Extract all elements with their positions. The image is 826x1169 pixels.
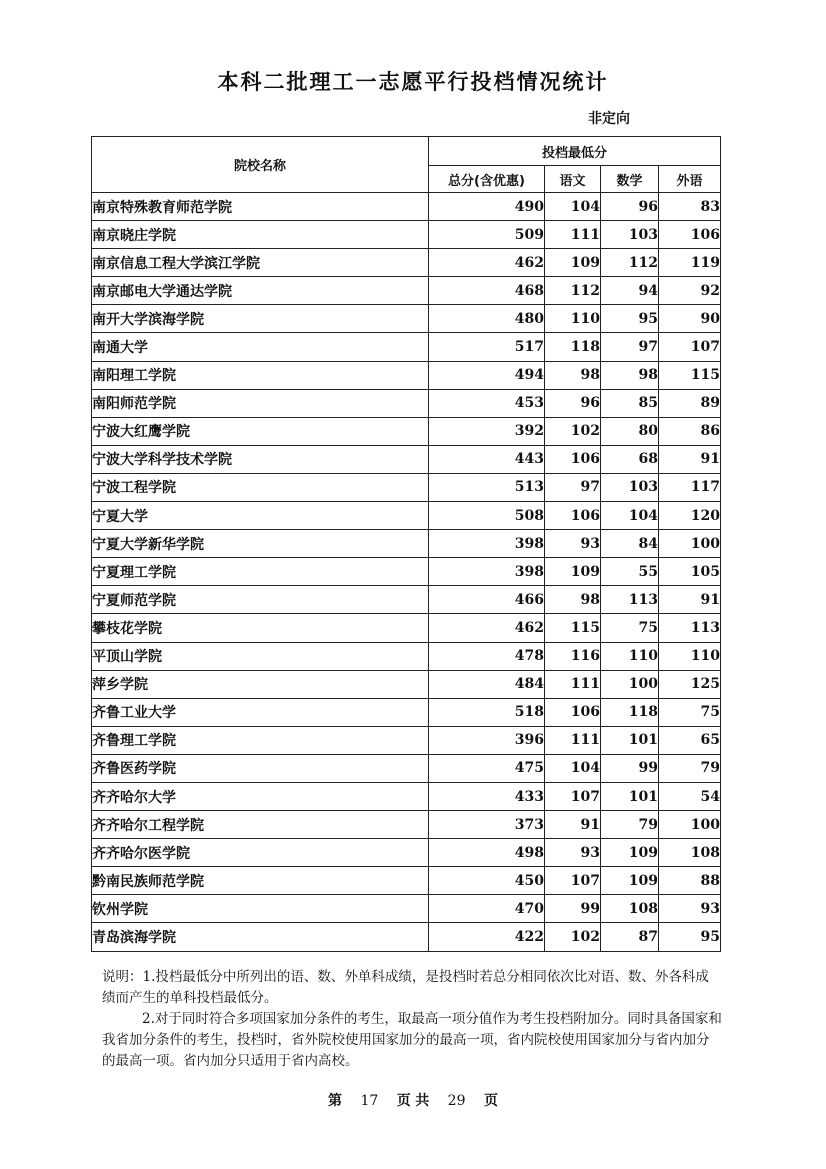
- foreign-score-cell: 125: [659, 670, 721, 698]
- school-name-cell: 齐鲁理工学院: [92, 726, 429, 754]
- foreign-score-cell: 88: [659, 867, 721, 895]
- chinese-score-cell: 104: [545, 193, 601, 221]
- chinese-score-cell: 118: [545, 333, 601, 361]
- total-score-cell: 392: [429, 417, 545, 445]
- chinese-score-cell: 102: [545, 417, 601, 445]
- school-name-cell: 攀枝花学院: [92, 614, 429, 642]
- total-score-cell: 470: [429, 895, 545, 923]
- chinese-score-cell: 111: [545, 726, 601, 754]
- table-row: [92, 698, 721, 726]
- school-name-cell: 平顶山学院: [92, 642, 429, 670]
- table-row: [92, 530, 721, 558]
- total-score-cell: 490: [429, 193, 545, 221]
- school-name-cell: 宁夏理工学院: [92, 558, 429, 586]
- school-name-cell: 南阳理工学院: [92, 361, 429, 389]
- table-row: [92, 333, 721, 361]
- foreign-score-cell: 79: [659, 754, 721, 782]
- table-row: [92, 923, 721, 951]
- chinese-score-cell: 104: [545, 754, 601, 782]
- school-name-cell: 南京信息工程大学滨江学院: [92, 249, 429, 277]
- math-score-cell: 96: [601, 193, 659, 221]
- total-score-cell: 453: [429, 389, 545, 417]
- chinese-score-cell: 111: [545, 221, 601, 249]
- total-score-cell: 462: [429, 614, 545, 642]
- foreign-score-cell: 90: [659, 305, 721, 333]
- table-row: [92, 502, 721, 530]
- chinese-score-cell: 109: [545, 558, 601, 586]
- school-name-cell: 青岛滨海学院: [92, 923, 429, 951]
- math-score-cell: 84: [601, 530, 659, 558]
- math-score-cell: 68: [601, 445, 659, 473]
- header-min-score-group: 投档最低分: [429, 137, 721, 166]
- total-score-cell: 517: [429, 333, 545, 361]
- chinese-score-cell: 102: [545, 923, 601, 951]
- foreign-score-cell: 89: [659, 389, 721, 417]
- footer-ye: 页: [396, 1093, 411, 1109]
- math-score-cell: 108: [601, 895, 659, 923]
- chinese-score-cell: 99: [545, 895, 601, 923]
- table-body: [92, 193, 721, 952]
- school-name-cell: 南京特殊教育师范学院: [92, 193, 429, 221]
- table-row: [92, 277, 721, 305]
- total-score-cell: 462: [429, 249, 545, 277]
- total-score-cell: 513: [429, 473, 545, 501]
- table-row: [92, 895, 721, 923]
- total-score-cell: 422: [429, 923, 545, 951]
- school-name-cell: 宁波大学科学技术学院: [92, 445, 429, 473]
- table-row: [92, 670, 721, 698]
- math-score-cell: 104: [601, 502, 659, 530]
- foreign-score-cell: 107: [659, 333, 721, 361]
- table-row: [92, 445, 721, 473]
- chinese-score-cell: 96: [545, 389, 601, 417]
- foreign-score-cell: 100: [659, 811, 721, 839]
- chinese-score-cell: 91: [545, 811, 601, 839]
- table-row: [92, 193, 721, 221]
- total-score-cell: 498: [429, 839, 545, 867]
- foreign-score-cell: 93: [659, 895, 721, 923]
- math-score-cell: 87: [601, 923, 659, 951]
- header-school-name: 院校名称: [92, 137, 429, 193]
- foreign-score-cell: 83: [659, 193, 721, 221]
- math-score-cell: 80: [601, 417, 659, 445]
- chinese-score-cell: 112: [545, 277, 601, 305]
- table-row: [92, 782, 721, 810]
- foreign-score-cell: 92: [659, 277, 721, 305]
- math-score-cell: 85: [601, 389, 659, 417]
- table-row: [92, 811, 721, 839]
- note-2: 2.对于同时符合多项国家加分条件的考生，取最高一项分值作为考生投档附加分。同时具备国家和我省加分条件的考生，投档时，省外院校使用国家加分的最高一项，省内院校使用国家加分与省内加分的最高一项。省内加分只适用于省内高校。: [102, 1011, 722, 1069]
- table-row: [92, 305, 721, 333]
- chinese-score-cell: 106: [545, 445, 601, 473]
- table-row: [92, 221, 721, 249]
- chinese-score-cell: 106: [545, 698, 601, 726]
- math-score-cell: 101: [601, 782, 659, 810]
- foreign-score-cell: 110: [659, 642, 721, 670]
- school-name-cell: 宁波大红鹰学院: [92, 417, 429, 445]
- total-score-cell: 450: [429, 867, 545, 895]
- foreign-score-cell: 120: [659, 502, 721, 530]
- chinese-score-cell: 98: [545, 361, 601, 389]
- school-name-cell: 南京邮电大学通达学院: [92, 277, 429, 305]
- total-score-cell: 466: [429, 586, 545, 614]
- math-score-cell: 100: [601, 670, 659, 698]
- chinese-score-cell: 110: [545, 305, 601, 333]
- chinese-score-cell: 107: [545, 867, 601, 895]
- table-row: [92, 642, 721, 670]
- math-score-cell: 98: [601, 361, 659, 389]
- math-score-cell: 97: [601, 333, 659, 361]
- school-name-cell: 齐齐哈尔大学: [92, 782, 429, 810]
- total-score-cell: 433: [429, 782, 545, 810]
- table-row: [92, 417, 721, 445]
- school-name-cell: 南阳师范学院: [92, 389, 429, 417]
- school-name-cell: 宁波工程学院: [92, 473, 429, 501]
- table-row: [92, 754, 721, 782]
- header-total: 总分(含优惠): [429, 166, 545, 193]
- notes-section: [102, 967, 722, 1072]
- total-score-cell: 509: [429, 221, 545, 249]
- math-score-cell: 109: [601, 839, 659, 867]
- foreign-score-cell: 65: [659, 726, 721, 754]
- school-name-cell: 黔南民族师范学院: [92, 867, 429, 895]
- page-footer: [0, 1090, 826, 1110]
- note-1: 说明：1.投档最低分中所列出的语、数、外单科成绩，是投档时若总分相同依次比对语、数、外各科成绩而产生的单科投档最低分。: [102, 969, 709, 1006]
- foreign-score-cell: 95: [659, 923, 721, 951]
- header-math: 数学: [601, 166, 659, 193]
- table-row: [92, 839, 721, 867]
- foreign-score-cell: 108: [659, 839, 721, 867]
- total-score-cell: 478: [429, 642, 545, 670]
- total-score-cell: 508: [429, 502, 545, 530]
- foreign-score-cell: 105: [659, 558, 721, 586]
- admission-score-table: [91, 136, 721, 952]
- school-name-cell: 南通大学: [92, 333, 429, 361]
- foreign-score-cell: 100: [659, 530, 721, 558]
- header-foreign: 外语: [659, 166, 721, 193]
- header-chinese: 语文: [545, 166, 601, 193]
- table-row: [92, 614, 721, 642]
- foreign-score-cell: 106: [659, 221, 721, 249]
- math-score-cell: 113: [601, 586, 659, 614]
- foreign-score-cell: 91: [659, 586, 721, 614]
- chinese-score-cell: 107: [545, 782, 601, 810]
- table-row: [92, 558, 721, 586]
- total-score-cell: 396: [429, 726, 545, 754]
- total-score-cell: 443: [429, 445, 545, 473]
- chinese-score-cell: 98: [545, 586, 601, 614]
- school-name-cell: 钦州学院: [92, 895, 429, 923]
- chinese-score-cell: 93: [545, 530, 601, 558]
- total-score-cell: 373: [429, 811, 545, 839]
- foreign-score-cell: 75: [659, 698, 721, 726]
- foreign-score-cell: 117: [659, 473, 721, 501]
- math-score-cell: 79: [601, 811, 659, 839]
- math-score-cell: 103: [601, 221, 659, 249]
- total-score-cell: 468: [429, 277, 545, 305]
- school-name-cell: 宁夏大学: [92, 502, 429, 530]
- foreign-score-cell: 113: [659, 614, 721, 642]
- math-score-cell: 110: [601, 642, 659, 670]
- total-score-cell: 398: [429, 558, 545, 586]
- chinese-score-cell: 109: [545, 249, 601, 277]
- table-row: [92, 361, 721, 389]
- math-score-cell: 101: [601, 726, 659, 754]
- chinese-score-cell: 93: [545, 839, 601, 867]
- school-name-cell: 南开大学滨海学院: [92, 305, 429, 333]
- table-row: [92, 867, 721, 895]
- foreign-score-cell: 86: [659, 417, 721, 445]
- total-score-cell: 480: [429, 305, 545, 333]
- total-score-cell: 398: [429, 530, 545, 558]
- total-score-cell: 484: [429, 670, 545, 698]
- math-score-cell: 103: [601, 473, 659, 501]
- chinese-score-cell: 97: [545, 473, 601, 501]
- foreign-score-cell: 91: [659, 445, 721, 473]
- chinese-score-cell: 116: [545, 642, 601, 670]
- school-name-cell: 齐齐哈尔工程学院: [92, 811, 429, 839]
- math-score-cell: 112: [601, 249, 659, 277]
- subtitle-label: 非定向: [588, 111, 630, 127]
- school-name-cell: 齐鲁医药学院: [92, 754, 429, 782]
- total-score-cell: 475: [429, 754, 545, 782]
- chinese-score-cell: 106: [545, 502, 601, 530]
- table-row: [92, 586, 721, 614]
- math-score-cell: 94: [601, 277, 659, 305]
- school-name-cell: 宁夏大学新华学院: [92, 530, 429, 558]
- table-row: [92, 473, 721, 501]
- math-score-cell: 75: [601, 614, 659, 642]
- math-score-cell: 118: [601, 698, 659, 726]
- math-score-cell: 109: [601, 867, 659, 895]
- table-row: [92, 726, 721, 754]
- footer-ye2: 页: [483, 1093, 498, 1109]
- foreign-score-cell: 115: [659, 361, 721, 389]
- math-score-cell: 55: [601, 558, 659, 586]
- table-row: [92, 389, 721, 417]
- school-name-cell: 齐鲁工业大学: [92, 698, 429, 726]
- page-title: 本科二批理工一志愿平行投档情况统计: [217, 70, 609, 94]
- footer-page-number: 17: [360, 1093, 379, 1109]
- math-score-cell: 99: [601, 754, 659, 782]
- school-name-cell: 南京晓庄学院: [92, 221, 429, 249]
- school-name-cell: 宁夏师范学院: [92, 586, 429, 614]
- foreign-score-cell: 54: [659, 782, 721, 810]
- chinese-score-cell: 111: [545, 670, 601, 698]
- foreign-score-cell: 119: [659, 249, 721, 277]
- chinese-score-cell: 115: [545, 614, 601, 642]
- school-name-cell: 萍乡学院: [92, 670, 429, 698]
- math-score-cell: 95: [601, 305, 659, 333]
- school-name-cell: 齐齐哈尔医学院: [92, 839, 429, 867]
- table-row: [92, 249, 721, 277]
- total-score-cell: 518: [429, 698, 545, 726]
- footer-di: 第: [328, 1093, 343, 1109]
- total-score-cell: 494: [429, 361, 545, 389]
- footer-total-pages: 29: [447, 1093, 466, 1109]
- footer-gong: 共: [415, 1093, 430, 1109]
